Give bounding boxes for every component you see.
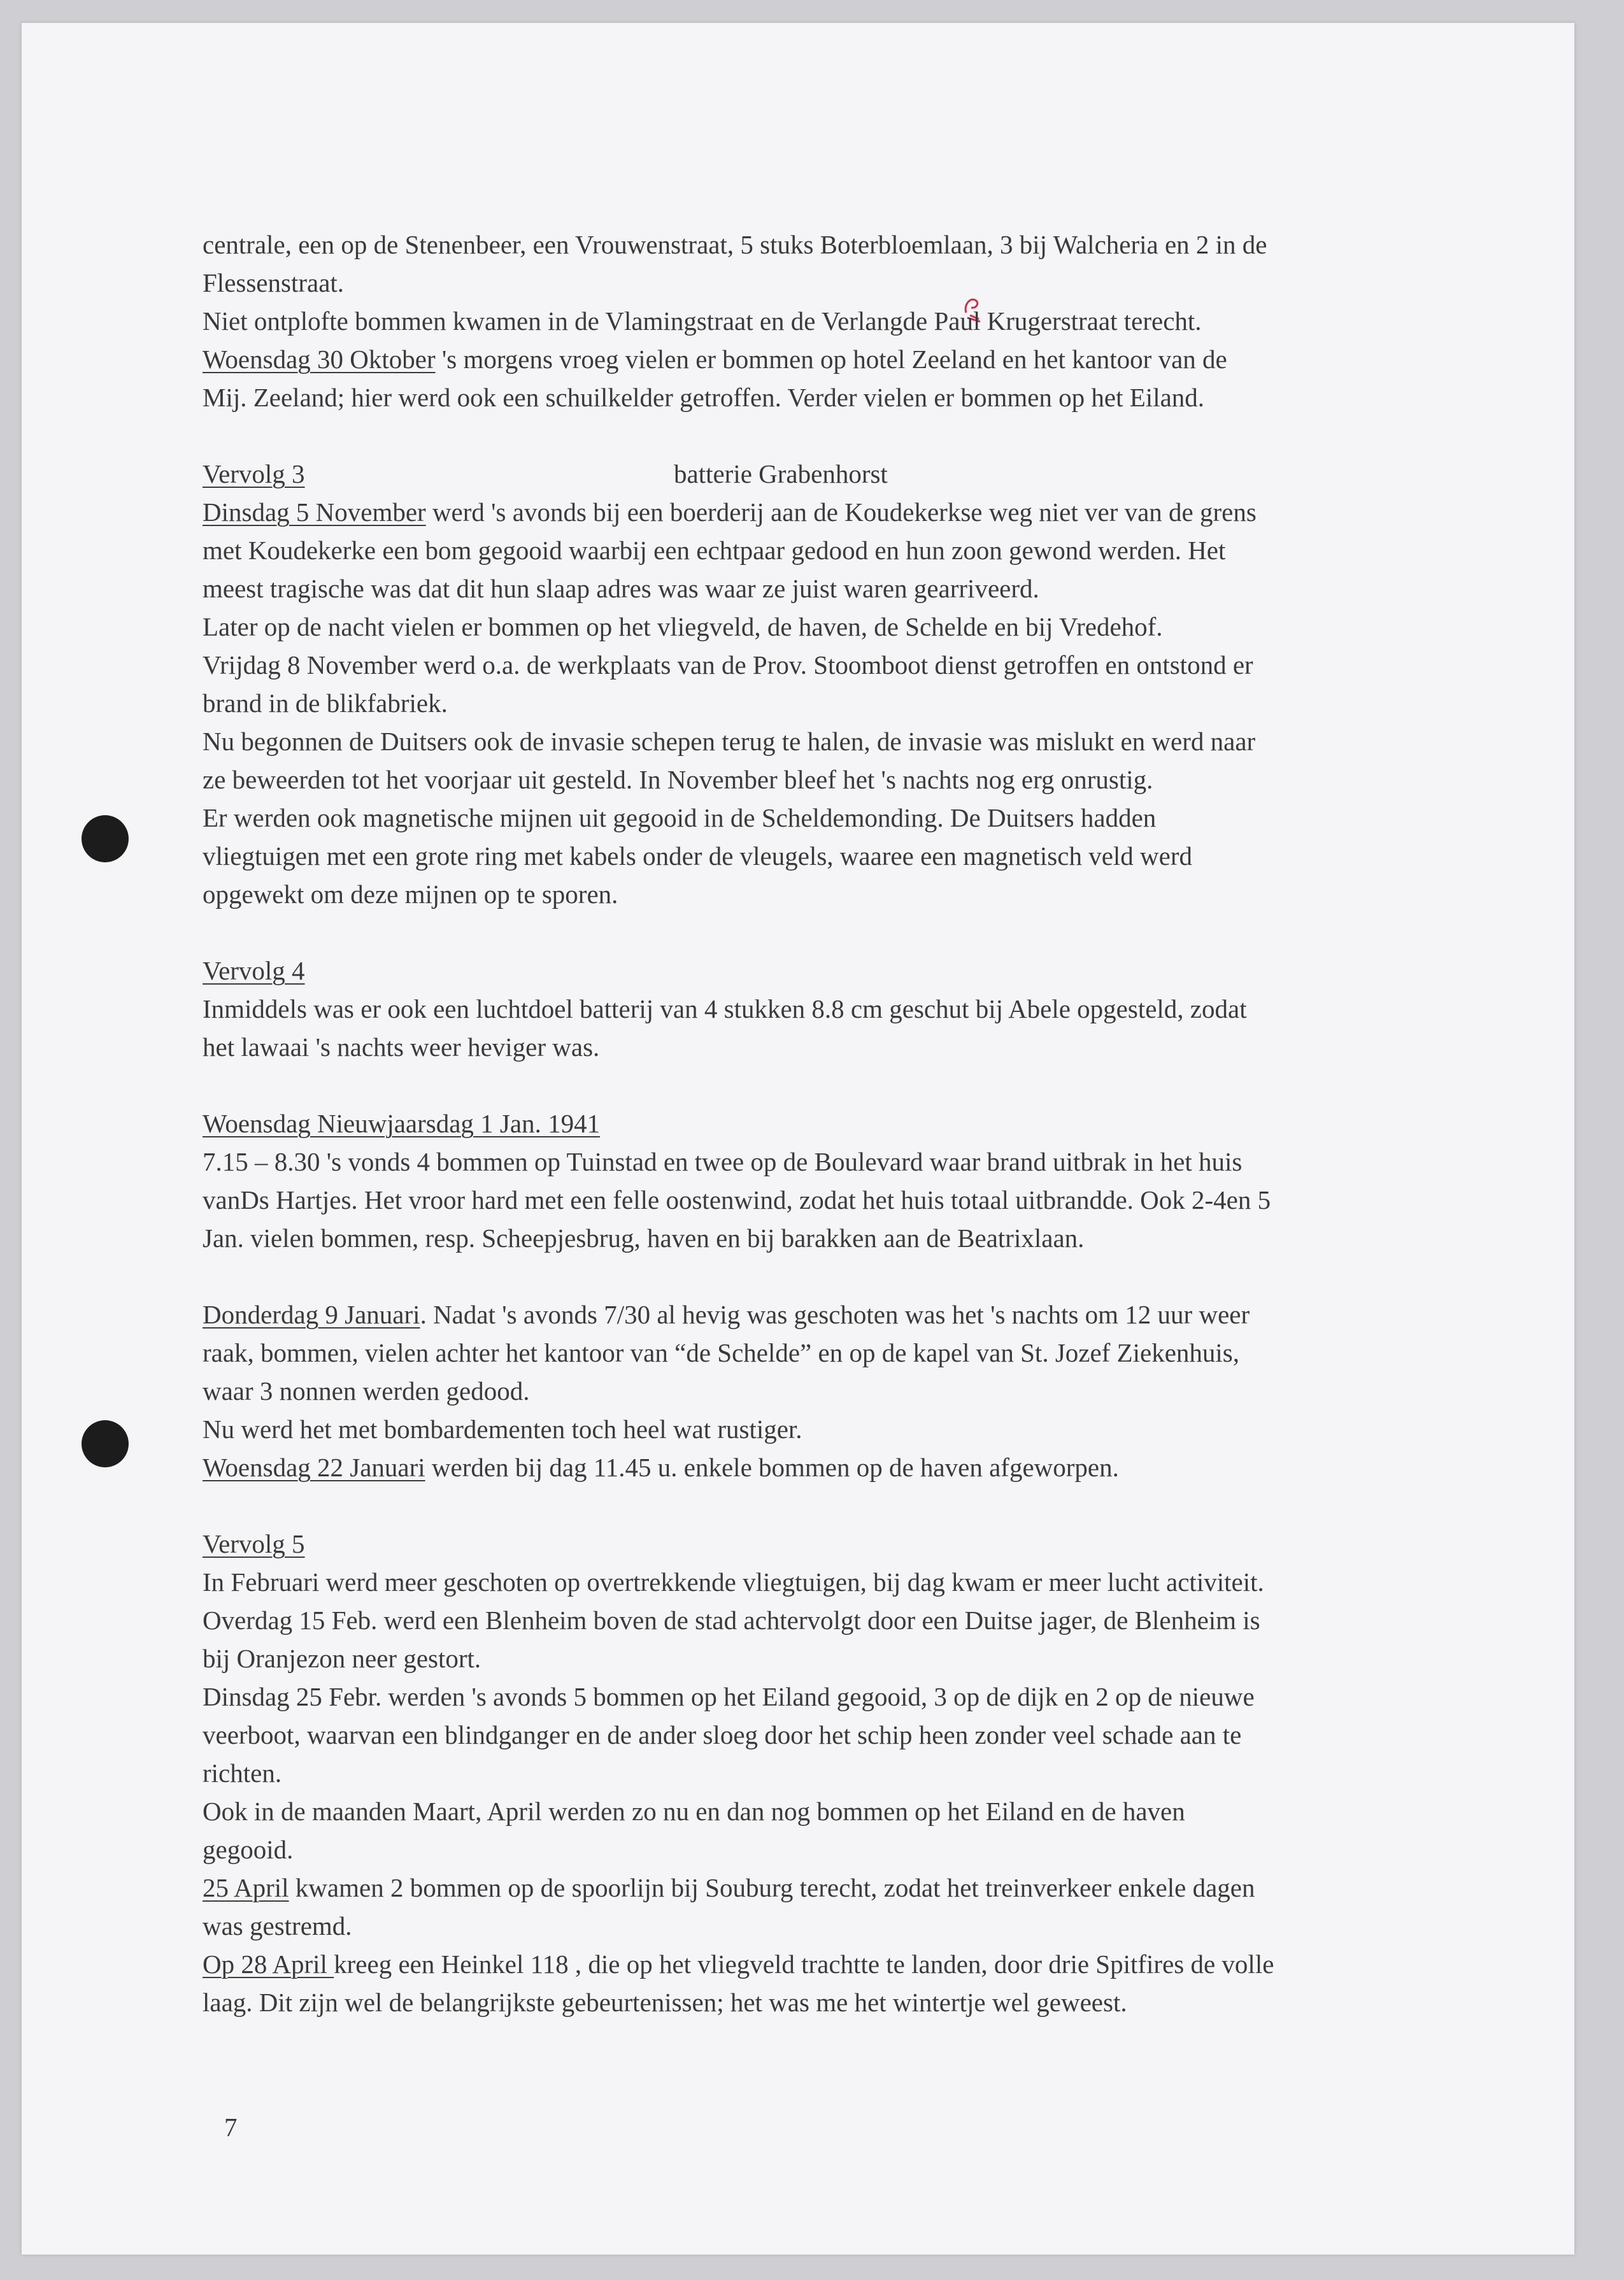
paragraph [203, 722, 1451, 799]
paragraph [203, 302, 1451, 340]
paragraph [203, 1792, 1451, 1869]
text-line: waar 3 nonnen werden gedood. [203, 1376, 530, 1406]
paragraph [203, 1104, 1451, 1143]
text-line: gegooid. [203, 1835, 294, 1864]
text-line: Flessenstraat. [203, 268, 345, 297]
paragraph-gap [203, 913, 1451, 951]
header-subtitle: batterie Grabenhorst [674, 459, 888, 488]
text-line: bij Oranjezon neer gestort. [203, 1644, 481, 1673]
paragraph-gap [203, 1486, 1451, 1525]
punch-hole-bottom [82, 1420, 129, 1467]
paragraph [203, 225, 1451, 302]
paragraph [203, 1525, 1451, 1563]
paragraph [203, 340, 1451, 417]
text-line: raak, bommen, vielen achter het kantoor van “de Schelde” en op de kapel van St. Jozef Ziekenhuis, [203, 1338, 1240, 1367]
text-line: meest tragische was dat dit hun slaap adres was waar ze juist waren gearriveerd. [203, 574, 1039, 603]
paragraph [203, 1410, 1451, 1448]
page-number: 7 [224, 2113, 238, 2142]
underlined-heading: Donderdag 9 Januari [203, 1300, 420, 1329]
text-line: Dinsdag 25 Febr. werden 's avonds 5 bommen op het Eiland gegooid, 3 op de dijk en 2 op de nieuwe [203, 1682, 1255, 1711]
text-line: Ook in de maanden Maart, April werden zo nu en dan nog bommen op het Eiland en de haven [203, 1797, 1185, 1826]
text-line: laag. Dit zijn wel de belangrijkste gebeurtenissen; het was me het wintertje wel geweest. [203, 1988, 1127, 2017]
text-line: . Nadat 's avonds 7/30 al hevig was geschoten was het 's nachts om 12 uur weer [420, 1300, 1250, 1329]
text-line: Mij. Zeeland; hier werd ook een schuilkelder getroffen. Verder vielen er bommen op het Eiland. [203, 383, 1205, 412]
text-line: Later op de nacht vielen er bommen op het vliegveld, de haven, de Schelde en bij Vredehof. [203, 612, 1163, 641]
paragraph [203, 1869, 1451, 1945]
text-line: Niet ontplofte bommen kwamen in de Vlamingstraat en de Verlangde Paul Krugerstraat terecht. [203, 306, 1202, 336]
text-line: het lawaai 's nachts weer heviger was. [203, 1032, 600, 1062]
paragraph [203, 1563, 1451, 1601]
underlined-heading: Woensdag Nieuwjaarsdag 1 Jan. 1941 [203, 1109, 601, 1138]
text-line: opgewekt om deze mijnen op te sporen. [203, 880, 618, 909]
underlined-heading: Dinsdag 5 November [203, 497, 426, 527]
paragraph [203, 990, 1451, 1066]
underlined-heading: Op 28 April [203, 1949, 334, 1979]
text-line: ze beweerden tot het voorjaar uit gesteld. In November bleef het 's nachts nog erg onrustig. [203, 765, 1153, 794]
underlined-heading: Woensdag 30 Oktober [203, 345, 436, 374]
text-line: Nu werd het met bombardementen toch heel wat rustiger. [203, 1414, 802, 1444]
text-line: Er werden ook magnetische mijnen uit gegooid in de Scheldemonding. De Duitsers hadden [203, 803, 1157, 832]
paragraph-gap [203, 1066, 1451, 1104]
paragraph [203, 1295, 1451, 1410]
text-line: kwamen 2 bommen op de spoorlijn bij Souburg terecht, zodat het treinverkeer enkele dagen [288, 1873, 1255, 1902]
paragraph [203, 1448, 1451, 1486]
paragraph [203, 951, 1451, 990]
document-page [22, 23, 1574, 2255]
text-line: centrale, een op de Stenenbeer, een Vrouwenstraat, 5 stuks Boterbloemlaan, 3 bij Walcheria en 2 in de [203, 230, 1267, 259]
text-line: 's morgens vroeg vielen er bommen op hotel Zeeland en het kantoor van de [435, 345, 1227, 374]
underlined-heading: Vervolg 3 [203, 459, 305, 488]
paragraph [203, 608, 1451, 646]
paragraph [203, 493, 1451, 608]
text-line: richten. [203, 1758, 282, 1788]
paragraph [203, 799, 1451, 913]
text-line: Nu begonnen de Duitsers ook de invasie schepen terug te halen, de invasie was mislukt en werd naar [203, 727, 1256, 756]
section-header [203, 455, 1451, 493]
paragraph [203, 1601, 1451, 1678]
paragraph-gap [203, 417, 1451, 455]
paragraph [203, 1678, 1451, 1792]
text-line: was gestremd. [203, 1911, 352, 1941]
text-line: Overdag 15 Feb. werd een Blenheim boven de stad achtervolgt door een Duitse jager, de Blenheim is [203, 1606, 1260, 1635]
underlined-heading: Vervolg 5 [203, 1529, 305, 1558]
underlined-heading: Vervolg 4 [203, 956, 305, 985]
underlined-heading: Woensdag 22 Januari [203, 1453, 425, 1482]
text-line: werden bij dag 11.45 u. enkele bommen op de haven afgeworpen. [425, 1453, 1119, 1482]
paragraph [203, 1143, 1451, 1257]
text-line: Jan. vielen bommen, resp. Scheepjesbrug, haven en bij barakken aan de Beatrixlaan. [203, 1223, 1085, 1253]
text-line: In Februari werd meer geschoten op overtrekkende vliegtuigen, bij dag kwam er meer lucht activiteit. [203, 1567, 1264, 1597]
text-line: brand in de blikfabriek. [203, 688, 448, 718]
paragraph [203, 646, 1451, 722]
text-line: met Koudekerke een bom gegooid waarbij een echtpaar gedood en hun zoon gewond werden. Het [203, 536, 1226, 565]
paragraph-gap [203, 1257, 1451, 1295]
punch-hole-top [82, 815, 129, 862]
underlined-heading: 25 April [203, 1873, 289, 1902]
text-line: werd 's avonds bij een boerderij aan de Koudekerkse weg niet ver van de grens [425, 497, 1257, 527]
text-line: Inmiddels was er ook een luchtdoel batterij van 4 stukken 8.8 cm geschut bij Abele opgesteld, zodat [203, 994, 1247, 1023]
text-line: vliegtuigen met een grote ring met kabels onder de vleugels, waaree een magnetisch veld werd [203, 841, 1192, 871]
document-body [203, 225, 1451, 2021]
text-line: vanDs Hartjes. Het vroor hard met een felle oostenwind, zodat het huis totaal uitbrandde. Ook 2-4en 5 [203, 1185, 1271, 1215]
text-line: veerboot, waarvan een blindganger en de ander sloeg door het schip heen zonder veel schade aan te [203, 1720, 1242, 1749]
text-line: kreeg een Heinkel 118 , die op het vliegveld trachtte te landen, door drie Spitfires de volle [334, 1949, 1274, 1979]
paragraph [203, 1945, 1451, 2021]
text-line: Vrijdag 8 November werd o.a. de werkplaats van de Prov. Stoomboot dienst getroffen en ontstond er [203, 650, 1253, 680]
text-line: 7.15 – 8.30 's vonds 4 bommen op Tuinstad en twee op de Boulevard waar brand uitbrak in het huis [203, 1147, 1243, 1176]
